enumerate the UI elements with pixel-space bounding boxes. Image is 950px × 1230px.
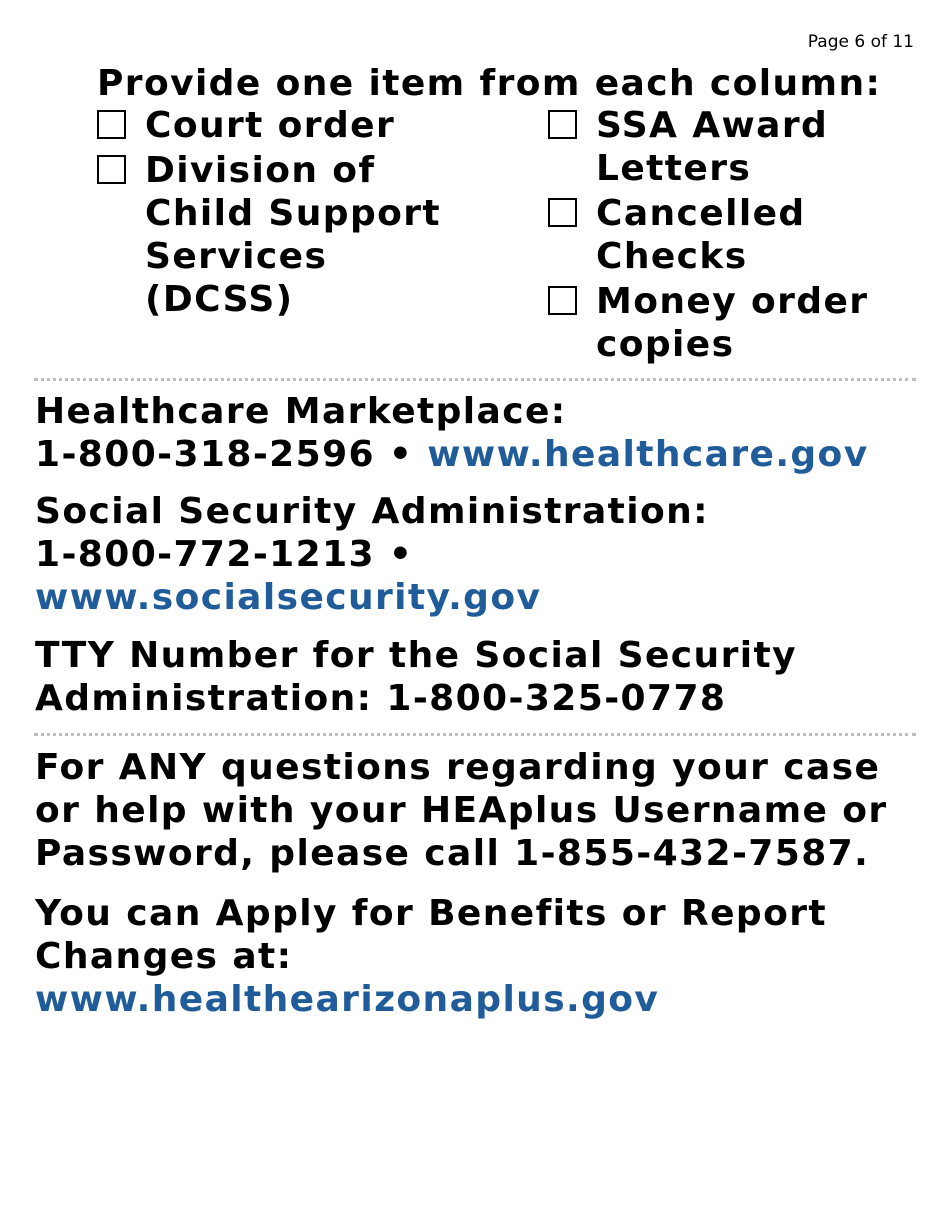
checkbox[interactable] [548,198,577,227]
checklist-right-column [548,104,928,368]
ssa-label: Social Security Administration: [35,491,709,532]
item-label: (DCSS) [145,279,294,320]
item-label: Checks [596,236,748,277]
tty-contact [35,634,925,720]
marketplace-label: Healthcare Marketplace: [35,391,567,432]
ssa-link[interactable]: www.socialsecurity.gov [35,577,542,618]
apply-line: You can Apply for Benefits or Report [35,893,827,934]
item-label: Services [145,236,328,277]
marketplace-phone: 1-800-318-2596 • [35,434,414,475]
help-questions [35,746,925,875]
checkbox[interactable] [97,155,126,184]
ssa-phone: 1-800-772-1213 • [35,534,414,575]
dotted-divider [34,733,916,736]
marketplace-link[interactable]: www.healthcare.gov [427,434,869,475]
checklist-item-dcss[interactable] [97,149,527,321]
help-line: For ANY questions regarding your case [35,747,881,788]
item-label: Letters [596,148,752,189]
help-line: or help with your HEAplus Username or [35,790,888,831]
help-line: Password, please call 1-855-432-7587. [35,833,870,874]
apply-line: Changes at: [35,936,293,977]
checkbox[interactable] [97,110,126,139]
checkbox[interactable] [548,110,577,139]
tty-line: TTY Number for the Social Security [35,635,797,676]
dotted-divider [34,378,916,381]
checkbox[interactable] [548,286,577,315]
marketplace-contact [35,390,925,476]
checklist-item-cancelled-checks[interactable] [548,192,928,278]
item-label: Division of [145,150,376,191]
checklist-left-column [97,104,527,323]
item-label: SSA Award [596,105,829,146]
tty-line: Administration: 1-800-325-0778 [35,678,727,719]
checklist-item-court-order[interactable] [97,104,527,147]
checklist-item-money-order[interactable] [548,280,928,366]
item-label: Cancelled [596,193,806,234]
apply-link[interactable]: www.healthearizonaplus.gov [35,979,660,1020]
page-number: Page 6 of 11 [807,32,914,52]
checklist-heading: Provide one item from each column: [97,63,882,104]
item-label: copies [596,324,735,365]
item-label: Court order [145,105,396,146]
ssa-contact [35,490,925,619]
item-label: Child Support [145,193,442,234]
item-label: Money order [596,281,869,322]
apply-info [35,892,925,1021]
checklist-item-ssa-award[interactable] [548,104,928,190]
